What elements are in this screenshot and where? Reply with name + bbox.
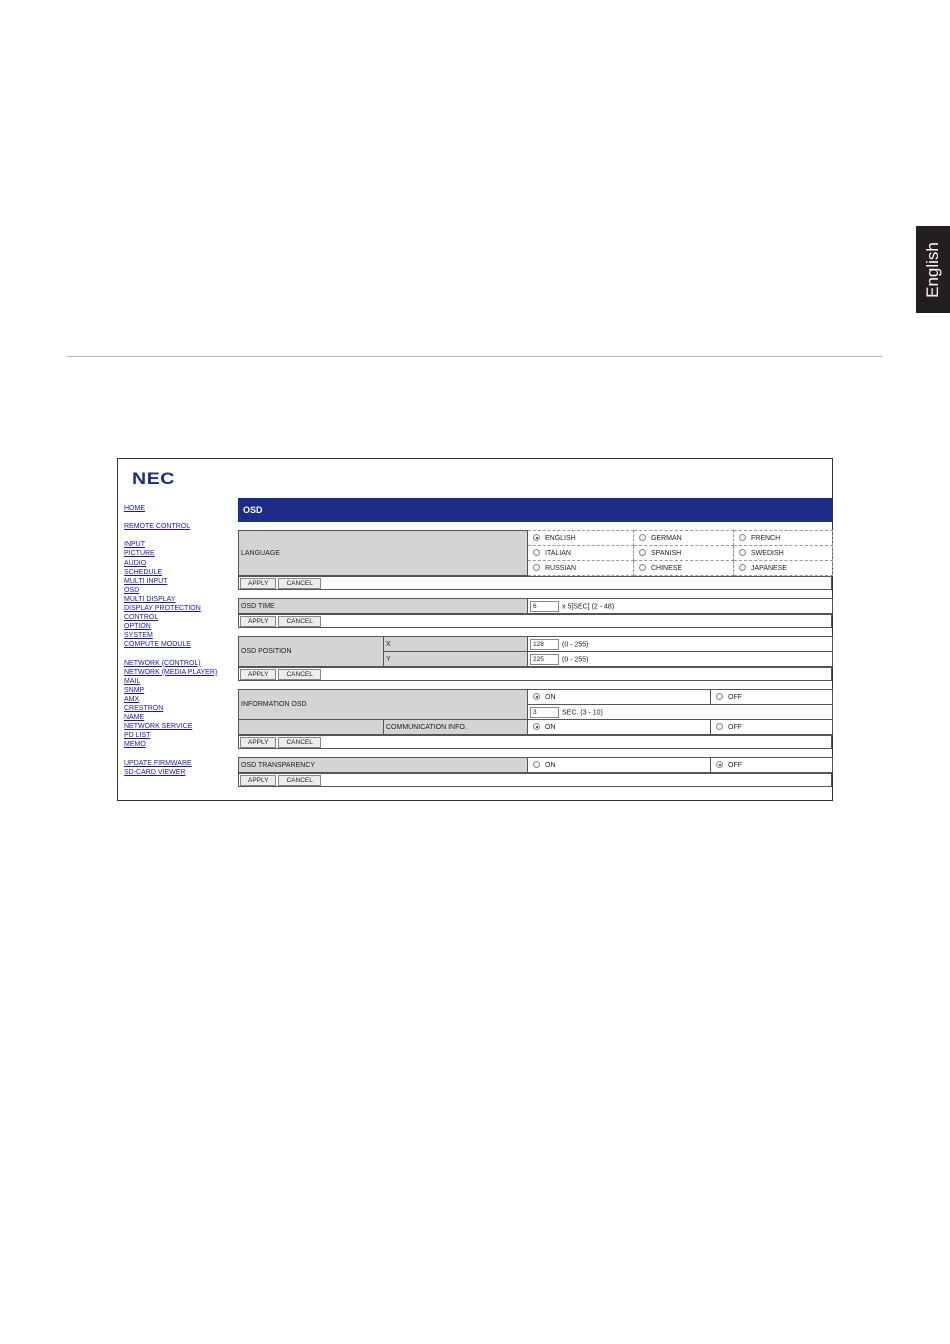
language-section (238, 530, 833, 576)
osd-time-section (238, 598, 833, 614)
osd-transparency-on[interactable]: ON (528, 758, 711, 773)
language-label: LANGUAGE (239, 531, 528, 576)
cancel-button[interactable]: CANCEL (278, 737, 320, 748)
communication-info-off[interactable]: OFF (711, 720, 833, 735)
nav-system[interactable]: SYSTEM (124, 632, 153, 640)
nav-input[interactable]: INPUT (124, 541, 145, 549)
radio-icon[interactable] (533, 534, 540, 541)
apply-button[interactable]: APPLY (240, 578, 276, 589)
nav-name[interactable]: NAME (124, 714, 145, 722)
osd-position-x-hint: (0 - 255) (562, 640, 589, 648)
information-osd-button-row (238, 735, 832, 749)
information-osd-section (238, 689, 833, 735)
osd-position-x-label: X (384, 637, 528, 652)
osd-position-section (238, 636, 833, 667)
nav-amx[interactable]: AMX (124, 695, 140, 703)
nav-control[interactable]: CONTROL (124, 614, 159, 622)
osd-position-x-input[interactable]: 128 (530, 639, 559, 650)
nav-compute-module[interactable]: COMPUTE MODULE (124, 641, 191, 649)
information-osd-spacer (239, 720, 384, 735)
osd-position-button-row (238, 667, 832, 681)
cancel-button[interactable]: CANCEL (278, 616, 320, 627)
radio-icon[interactable] (533, 693, 540, 700)
osd-position-x-cell (528, 637, 833, 652)
radio-icon[interactable] (716, 723, 723, 730)
radio-icon[interactable] (739, 549, 746, 556)
communication-info-label: COMMUNICATION INFO. (384, 720, 528, 735)
nav-schedule[interactable]: SCHEDULE (124, 568, 163, 576)
sidebar-nav (124, 504, 236, 777)
nav-update-firmware[interactable]: UPDATE FIRMWARE (124, 759, 192, 767)
language-side-tab (916, 226, 950, 313)
nav-multi-input[interactable]: MULTI INPUT (124, 577, 168, 585)
nec-logo: NEC (132, 469, 176, 488)
apply-button[interactable]: APPLY (240, 616, 276, 627)
language-option-swedish[interactable]: SWEDISH (734, 546, 833, 561)
nav-audio[interactable]: AUDIO (124, 559, 147, 567)
language-button-row (238, 576, 832, 590)
radio-icon[interactable] (716, 761, 723, 768)
osd-position-y-hint: (0 - 255) (562, 655, 589, 663)
osd-position-y-cell (528, 652, 833, 667)
nav-display-protection[interactable]: DISPLAY PROTECTION (124, 605, 201, 613)
osd-time-hint: x 5[SEC] (2 - 48) (562, 602, 615, 610)
apply-button[interactable]: APPLY (240, 737, 276, 748)
radio-icon[interactable] (739, 534, 746, 541)
nav-remote-control[interactable]: REMOTE CONTROL (124, 523, 191, 531)
osd-time-cell (528, 599, 833, 614)
osd-position-label: OSD POSITION (239, 637, 384, 667)
nav-option[interactable]: OPTION (124, 623, 151, 631)
osd-time-input[interactable]: 6 (530, 601, 559, 612)
osd-time-label: OSD TIME (239, 599, 528, 614)
language-option-english[interactable]: ENGLISH (528, 531, 634, 546)
radio-icon[interactable] (533, 549, 540, 556)
radio-icon[interactable] (639, 564, 646, 571)
nav-sd-card-viewer[interactable]: SD-CARD VIEWER (124, 768, 186, 776)
language-option-italian[interactable]: ITALIAN (528, 546, 634, 561)
nav-home[interactable]: HOME (124, 505, 145, 512)
osd-position-y-label: Y (384, 652, 528, 667)
information-osd-sec-hint: SEC. (3 - 10) (562, 708, 603, 716)
information-osd-label: INFORMATION OSD (239, 690, 528, 720)
osd-transparency-label: OSD TRANSPARENCY (239, 758, 528, 773)
apply-button[interactable]: APPLY (240, 669, 276, 680)
language-option-french[interactable]: FRENCH (734, 531, 833, 546)
horizontal-rule (67, 356, 882, 357)
nav-pd-list[interactable]: PD LIST (124, 732, 151, 740)
nav-snmp[interactable]: SNMP (124, 686, 145, 694)
radio-icon[interactable] (639, 549, 646, 556)
nav-network-media-player[interactable]: NETWORK (MEDIA PLAYER) (124, 668, 218, 676)
cancel-button[interactable]: CANCEL (278, 578, 320, 589)
information-osd-sec-input[interactable]: 3 (530, 707, 559, 718)
nav-network-service[interactable]: NETWORK SERVICE (124, 723, 193, 731)
language-option-chinese[interactable]: CHINESE (634, 561, 734, 576)
cancel-button[interactable]: CANCEL (278, 669, 320, 680)
nav-mail[interactable]: MAIL (124, 677, 141, 685)
radio-icon[interactable] (533, 723, 540, 730)
cancel-button[interactable]: CANCEL (278, 775, 320, 786)
apply-button[interactable]: APPLY (240, 775, 276, 786)
web-ui-screenshot (117, 458, 833, 801)
nav-memo[interactable]: MEMO (124, 741, 146, 749)
radio-icon[interactable] (739, 564, 746, 571)
nav-network-control[interactable]: NETWORK (CONTROL) (124, 659, 201, 667)
language-option-spanish[interactable]: SPANISH (634, 546, 734, 561)
language-side-tab-label: English (923, 241, 942, 298)
communication-info-on[interactable]: ON (528, 720, 711, 735)
osd-transparency-off[interactable]: OFF (711, 758, 833, 773)
language-option-japanese[interactable]: JAPANESE (734, 561, 833, 576)
page-title: OSD (238, 498, 832, 522)
nav-crestron[interactable]: CRESTRON (124, 705, 164, 713)
information-osd-on[interactable]: ON (528, 690, 711, 705)
osd-transparency-section (238, 757, 833, 773)
radio-icon[interactable] (533, 564, 540, 571)
nav-multi-display[interactable]: MULTI DISPLAY (124, 595, 176, 603)
radio-icon[interactable] (639, 534, 646, 541)
nav-picture[interactable]: PICTURE (124, 550, 155, 558)
information-osd-off[interactable]: OFF (711, 690, 833, 705)
language-option-german[interactable]: GERMAN (634, 531, 734, 546)
osd-transparency-button-row (238, 773, 832, 787)
nav-osd[interactable]: OSD (124, 586, 140, 594)
radio-icon[interactable] (716, 693, 723, 700)
information-osd-sec-cell (528, 705, 833, 720)
osd-time-button-row (238, 614, 832, 628)
radio-icon[interactable] (533, 761, 540, 768)
language-option-russian[interactable]: RUSSIAN (528, 561, 634, 576)
osd-position-y-input[interactable]: 225 (530, 654, 559, 665)
main-panel (238, 498, 832, 787)
